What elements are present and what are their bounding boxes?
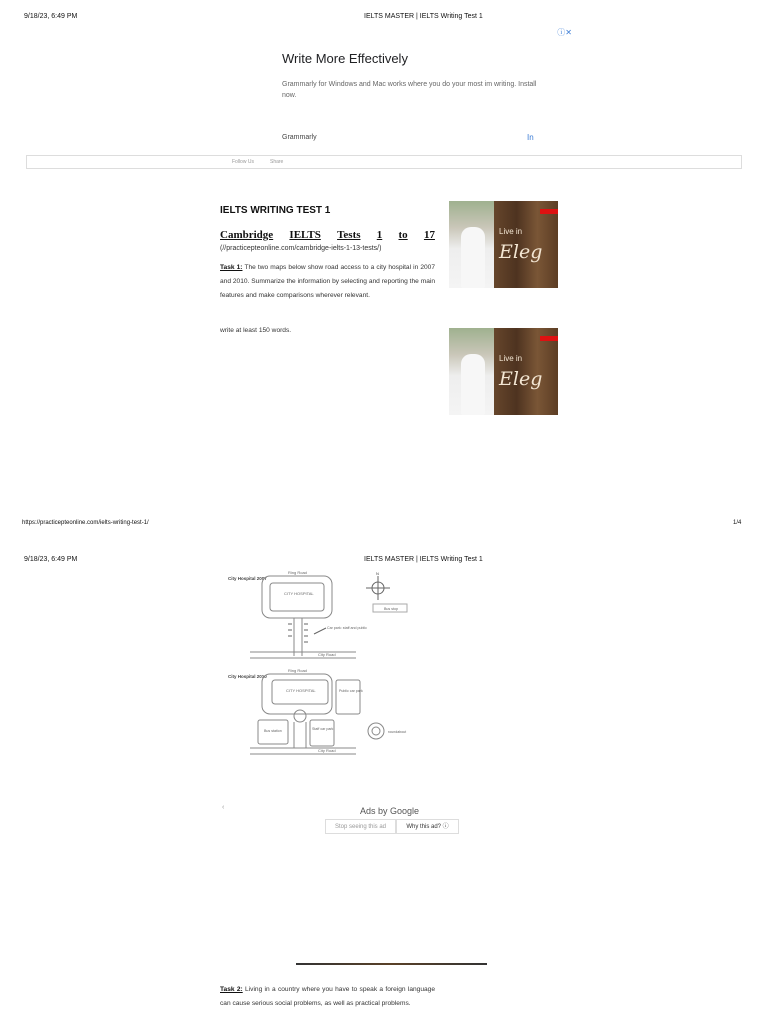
hospital-label: CITY HOSPITAL (284, 591, 314, 596)
cambridge-word: IELTS (289, 229, 321, 241)
public-car-park-label: Public car park (339, 689, 363, 693)
staff-car-park-label: Staff car park (312, 727, 334, 731)
hospital-2007 (270, 583, 324, 611)
hospital-road-2007 (294, 618, 302, 656)
task2-text: Living in a country where you have to speak a foreign language can cause serious social problems, as well as practical problems. (220, 986, 435, 1007)
top-ad[interactable] (270, 26, 576, 154)
ad-cta[interactable]: In (527, 133, 534, 142)
cambridge-word: 17 (423, 229, 435, 241)
task2-label: Task 2: (220, 986, 243, 993)
ads-by-prefix: Ads by (360, 806, 391, 816)
task1-text: The two maps below show road access to a city hospital in 2007 and 2010. Summarize the information by selecting and reporting the main features and make comparisons wherever relevant. (220, 264, 436, 299)
map-2010-title: City Hospital 2010 (228, 674, 267, 679)
divider (296, 963, 487, 965)
north-label: N (376, 571, 379, 576)
task1-paragraph (220, 261, 435, 303)
bus-station-label: Bus station (264, 729, 282, 733)
hospital-label: CITY HOSPITAL (286, 688, 316, 693)
side-ad-script: Eleg (499, 241, 543, 263)
ring-road-label: Ring Road (288, 570, 307, 575)
follow-link[interactable]: Follow Us (232, 159, 254, 165)
map-2007-title: City Hospital 2007 (228, 576, 267, 581)
ring-road-label: Ring Road (288, 668, 307, 673)
cambridge-word: Cambridge (220, 229, 274, 241)
ring-road-2007 (262, 576, 332, 618)
print-date: 9/18/23, 6:49 PM (24, 13, 78, 20)
cambridge-word: Tests (337, 229, 361, 241)
stop-seeing-ad-button[interactable]: Stop seeing this ad (325, 819, 396, 834)
back-arrow-icon[interactable]: ‹ (222, 804, 225, 811)
why-this-ad-button[interactable]: Why this ad? ⓘ (396, 819, 459, 834)
task2-paragraph (220, 983, 435, 1011)
page-title: IELTS WRITING TEST 1 (220, 205, 331, 216)
bus-stop-label: Bus stop (384, 607, 398, 611)
hospital-maps-figure (226, 568, 438, 768)
ad-brand[interactable]: Grammarly (282, 134, 317, 141)
side-ad-1[interactable] (449, 201, 558, 288)
car-park-label: Car park: staff and public (327, 626, 367, 630)
city-road-2007 (250, 652, 356, 658)
cambridge-url[interactable]: (//practicepteonline.com/cambridge-ielts-1-13-tests/) (220, 245, 382, 252)
city-road-label: City Road (318, 652, 336, 657)
task1-label: Task 1: (220, 264, 243, 271)
side-ad-script: Eleg (499, 368, 543, 390)
page-url: https://practicepteonline.com/ielts-writing-test-1/ (22, 520, 149, 526)
hospital-road-2010 (294, 722, 306, 748)
public-car-park (336, 680, 360, 714)
word-note: write at least 150 words. (220, 327, 292, 334)
ad-description: Grammarly for Windows and Mac works where you do your most im writing. Install now. (282, 81, 537, 99)
print-title: IELTS MASTER | IELTS Writing Test 1 (364, 556, 483, 563)
cambridge-link[interactable] (220, 229, 435, 241)
ads-by-google (360, 806, 419, 816)
roundabout-2010 (294, 710, 306, 722)
side-ad-text: Live in (499, 354, 523, 363)
ad-title[interactable]: Write More Effectively (282, 51, 408, 66)
cambridge-word: to (398, 229, 408, 241)
share-link[interactable]: Share (270, 159, 284, 165)
print-date: 9/18/23, 6:49 PM (24, 556, 78, 563)
roundabout-label: roundabout (388, 730, 407, 734)
print-title: IELTS MASTER | IELTS Writing Test 1 (364, 13, 483, 20)
page-number: 1/4 (733, 520, 742, 526)
city-road-label: City Road (318, 748, 336, 753)
cambridge-word: 1 (376, 229, 383, 241)
share-bar (26, 155, 742, 169)
side-ad-text: Live in (499, 227, 523, 236)
google-label: Google (390, 806, 420, 816)
ad-choices-icon[interactable]: ⓘ✕ (557, 28, 572, 37)
staff-car-park (310, 720, 334, 746)
city-road-2010 (250, 748, 356, 754)
side-ad-2[interactable] (449, 328, 558, 415)
